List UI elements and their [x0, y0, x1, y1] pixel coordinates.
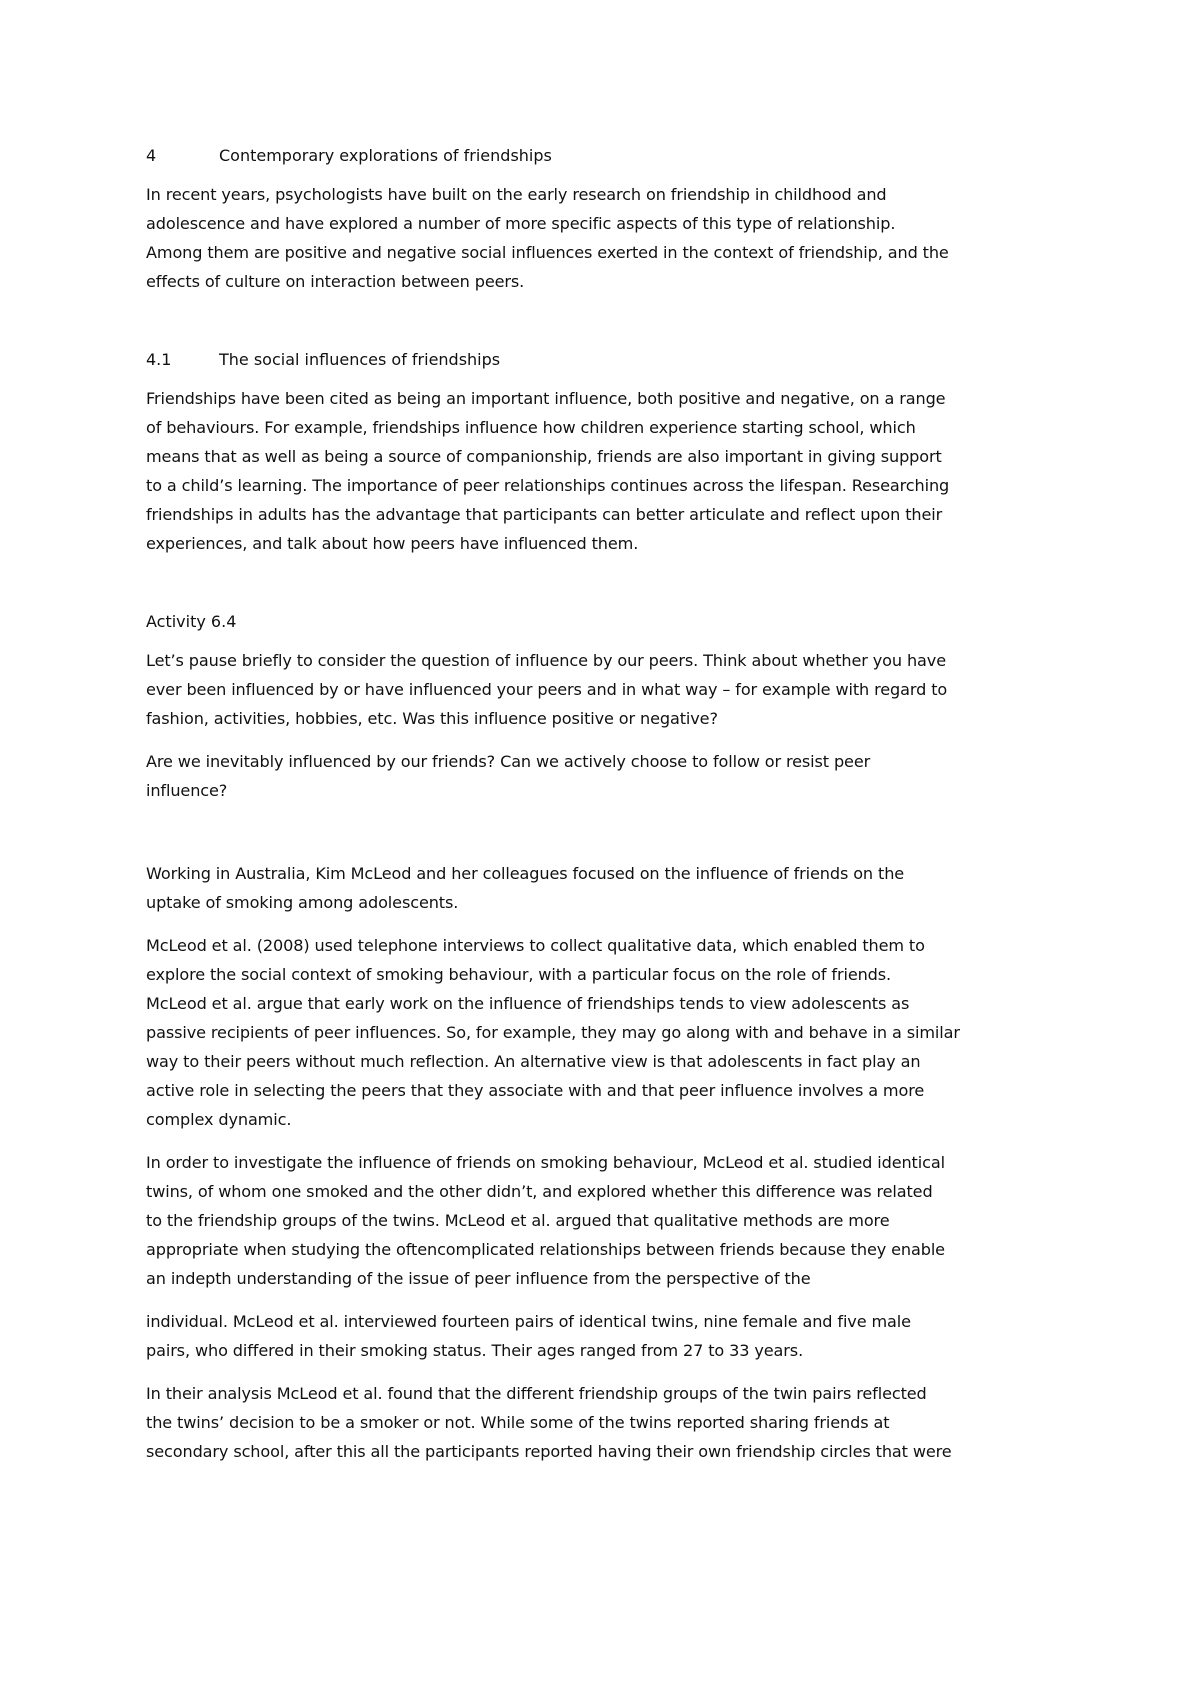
text-line: twins, of whom one smoked and the other didn’t, and explored whether this difference was related — [146, 1182, 933, 1201]
text-line: means that as well as being a source of companionship, friends are also important in giving support — [146, 447, 942, 466]
activity-title: Activity 6.4 — [146, 612, 237, 631]
text-line: adolescence and have explored a number of more specific aspects of this type of relationship. — [146, 214, 896, 233]
section-number: 4.1 — [146, 350, 172, 369]
text-line: to the friendship groups of the twins. McLeod et al. argued that qualitative methods are more — [146, 1211, 890, 1230]
section-4-1-heading — [146, 350, 1066, 370]
body-paragraph — [146, 1379, 1066, 1466]
text-line: friendships in adults has the advantage that participants can better articulate and reflect upon their — [146, 505, 943, 524]
section-title: Contemporary explorations of friendships — [219, 146, 552, 165]
text-line: effects of culture on interaction between peers. — [146, 272, 525, 291]
text-line: uptake of smoking among adolescents. — [146, 893, 459, 912]
text-line: Working in Australia, Kim McLeod and her colleagues focused on the influence of friends on the — [146, 864, 905, 883]
text-line: way to their peers without much reflection. An alternative view is that adolescents in fact play an — [146, 1052, 921, 1071]
text-line: Are we inevitably influenced by our friends? Can we actively choose to follow or resist peer — [146, 752, 871, 771]
section-number: 4 — [146, 146, 157, 165]
text-line: secondary school, after this all the participants reported having their own friendship circles that were — [146, 1442, 952, 1461]
section-4-paragraph — [146, 180, 1066, 296]
body-paragraph — [146, 1307, 1066, 1365]
text-line: individual. McLeod et al. interviewed fourteen pairs of identical twins, nine female and five male — [146, 1312, 911, 1331]
text-line: influence? — [146, 781, 228, 800]
activity-paragraph — [146, 747, 1066, 805]
text-line: active role in selecting the peers that they associate with and that peer influence involves a more — [146, 1081, 925, 1100]
section-4-heading — [146, 146, 1066, 166]
text-line: the twins’ decision to be a smoker or not. While some of the twins reported sharing friends at — [146, 1413, 890, 1432]
text-line: an indepth understanding of the issue of peer influence from the perspective of the — [146, 1269, 811, 1288]
text-line: Let’s pause briefly to consider the question of influence by our peers. Think about whether you have — [146, 651, 946, 670]
body-paragraph — [146, 931, 1066, 1134]
text-line: Friendships have been cited as being an important influence, both positive and negative, on a range — [146, 389, 946, 408]
section-4-1-paragraph — [146, 384, 1066, 558]
text-line: explore the social context of smoking behaviour, with a particular focus on the role of friends. — [146, 965, 892, 984]
text-line: passive recipients of peer influences. So, for example, they may go along with and behave in a similar — [146, 1023, 960, 1042]
text-line: of behaviours. For example, friendships influence how children experience starting school, which — [146, 418, 916, 437]
activity-paragraph — [146, 646, 1066, 733]
text-line: In their analysis McLeod et al. found that the different friendship groups of the twin pairs reflected — [146, 1384, 927, 1403]
text-line: appropriate when studying the oftencomplicated relationships between friends because they enable — [146, 1240, 945, 1259]
text-line: McLeod et al. argue that early work on the influence of friendships tends to view adolescents as — [146, 994, 910, 1013]
text-line: In recent years, psychologists have built on the early research on friendship in childhood and — [146, 185, 887, 204]
text-line: pairs, who differed in their smoking status. Their ages ranged from 27 to 33 years. — [146, 1341, 804, 1360]
text-line: McLeod et al. (2008) used telephone interviews to collect qualitative data, which enabled them to — [146, 936, 925, 955]
text-line: ever been influenced by or have influenced your peers and in what way – for example with regard to — [146, 680, 948, 699]
text-line: experiences, and talk about how peers have influenced them. — [146, 534, 639, 553]
text-line: fashion, activities, hobbies, etc. Was this influence positive or negative? — [146, 709, 718, 728]
body-paragraph — [146, 1148, 1066, 1293]
section-title: The social influences of friendships — [219, 350, 501, 369]
document-page — [146, 146, 1066, 1466]
text-line: complex dynamic. — [146, 1110, 292, 1129]
text-line: Among them are positive and negative social influences exerted in the context of friendship, and the — [146, 243, 949, 262]
text-line: In order to investigate the influence of friends on smoking behaviour, McLeod et al. studied identical — [146, 1153, 945, 1172]
text-line: to a child’s learning. The importance of peer relationships continues across the lifespan. Researching — [146, 476, 950, 495]
body-paragraph — [146, 859, 1066, 917]
activity-heading — [146, 612, 1066, 632]
